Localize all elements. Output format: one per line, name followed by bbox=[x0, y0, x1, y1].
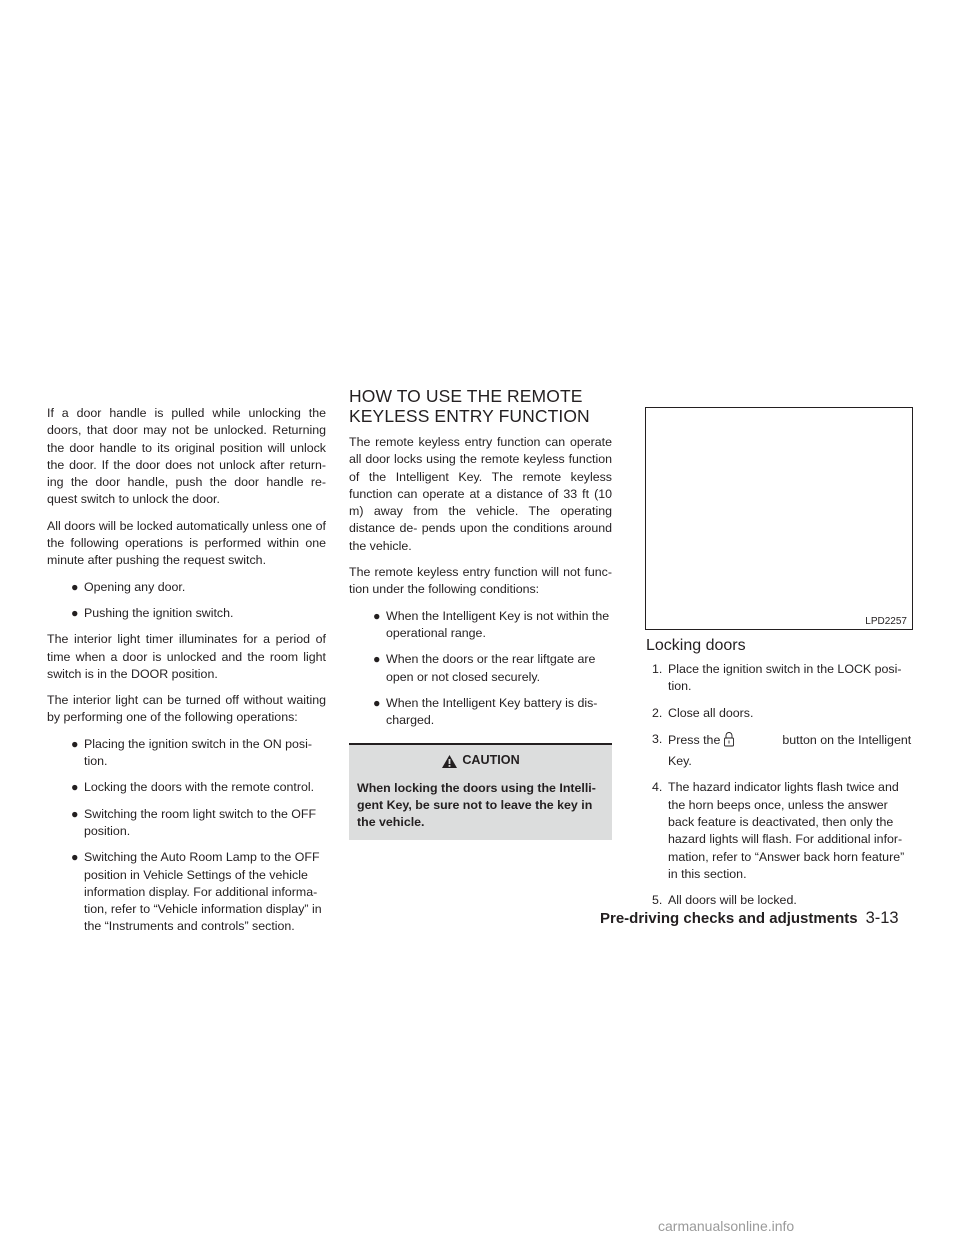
caution-header bbox=[357, 752, 604, 769]
bullet-icon: ● bbox=[71, 806, 79, 821]
bullet-icon: ● bbox=[373, 695, 381, 710]
bullet-icon: ● bbox=[373, 608, 381, 623]
lock-button-icon bbox=[720, 731, 782, 753]
paragraph-auto-lock: All doors will be locked automatically unless one of the following operations is performed within one minute after pushing the request switch. bbox=[47, 518, 326, 568]
paragraph-remote-keyless-conditions: The remote keyless entry function will not func- tion under the following conditions: bbox=[349, 565, 612, 597]
list-item: 2. Close all doors. bbox=[652, 705, 754, 720]
locking-doors-heading: Locking doors bbox=[646, 637, 746, 654]
section-heading: HOW TO USE THE REMOTE KEYLESS ENTRY FUNCTION bbox=[349, 386, 590, 426]
caution-box bbox=[349, 743, 612, 839]
caution-title: CAUTION bbox=[462, 753, 520, 768]
list-item: ● When the doors or the rear liftgate are open or not closed securely. bbox=[373, 652, 596, 684]
auto-lock-conditions-list bbox=[47, 579, 326, 623]
page-footer bbox=[600, 909, 899, 928]
bullet-icon: ● bbox=[71, 736, 79, 751]
paragraph-remote-keyless-intro: The remote keyless entry function can operate all door locks using the remote keyless function of the Intelligent Key. The remote keyless function can operate at a distance of 33 ft (10 m) away from the vehicle. The operating distance de- pends upon the conditions around the vehicle. bbox=[349, 435, 612, 553]
warning-triangle-icon bbox=[441, 754, 458, 769]
list-item: ● Placing the ignition switch in the ON posi- tion. bbox=[71, 736, 312, 769]
list-item: 5. All doors will be locked. bbox=[652, 893, 797, 908]
paragraph-door-handle: If a door handle is pulled while unlocking the doors, that door may not be unlocked. Returning the door handle to its original position will unlock the door. If the door does not unlock after return- ing the door handle, push the door handle re- quest switch to unlock the door. bbox=[47, 406, 326, 507]
figure-label: LPD2257 bbox=[865, 616, 907, 627]
bullet-icon: ● bbox=[71, 780, 79, 795]
paragraph-interior-light-off: The interior light can be turned off without waiting by performing one of the following operations: bbox=[47, 693, 326, 725]
bullet-icon: ● bbox=[71, 605, 79, 620]
list-item: 4. The hazard indicator lights flash twice and the horn beeps once, unless the answer back feature is deactivated, then only the hazard lights will flash. For additional infor- mation, refer to “Answer back horn feature” in this section. bbox=[652, 780, 905, 881]
column-middle bbox=[349, 386, 612, 840]
list-item: 3. Press the button on the Intelligent Key. bbox=[652, 731, 912, 769]
list-item: ● When the Intelligent Key battery is dis- charged. bbox=[373, 695, 598, 728]
interior-light-off-list bbox=[47, 736, 326, 936]
list-item: ● Locking the doors with the remote control. bbox=[47, 779, 326, 796]
page-number: 3-13 bbox=[865, 909, 899, 927]
paragraph-interior-light-timer: The interior light timer illuminates for a period of time when a door is unlocked and the room light switch is in the DOOR position. bbox=[47, 632, 326, 681]
list-item: ● Opening any door. bbox=[47, 579, 326, 596]
caution-text: When locking the doors using the Intelli- gent Key, be sure not to leave the key in the vehicle. bbox=[357, 780, 596, 829]
remote-keyless-conditions-list bbox=[349, 608, 612, 730]
illustration-frame bbox=[645, 407, 913, 630]
locking-steps-list bbox=[646, 661, 913, 910]
list-item: ● Pushing the ignition switch. bbox=[47, 605, 326, 622]
column-right bbox=[646, 637, 913, 919]
list-item: ● When the Intelligent Key is not within the operational range. bbox=[373, 608, 610, 640]
bullet-icon: ● bbox=[71, 850, 79, 865]
bullet-icon: ● bbox=[373, 652, 381, 667]
column-left bbox=[47, 405, 326, 945]
list-item: ● Switching the Auto Room Lamp to the OFF position in Vehicle Settings of the vehicle information display. For additional informa- tion, refer to “Vehicle information display” in the “Instruments and controls” section. bbox=[71, 850, 322, 934]
watermark: carmanualsonline.info bbox=[658, 1218, 795, 1234]
bullet-icon: ● bbox=[71, 579, 79, 594]
list-item: ● Switching the room light switch to the OFF position. bbox=[71, 806, 317, 838]
chapter-title: Pre-driving checks and adjustments bbox=[600, 910, 858, 927]
list-item: 1. Place the ignition switch in the LOCK posi- tion. bbox=[652, 662, 902, 694]
